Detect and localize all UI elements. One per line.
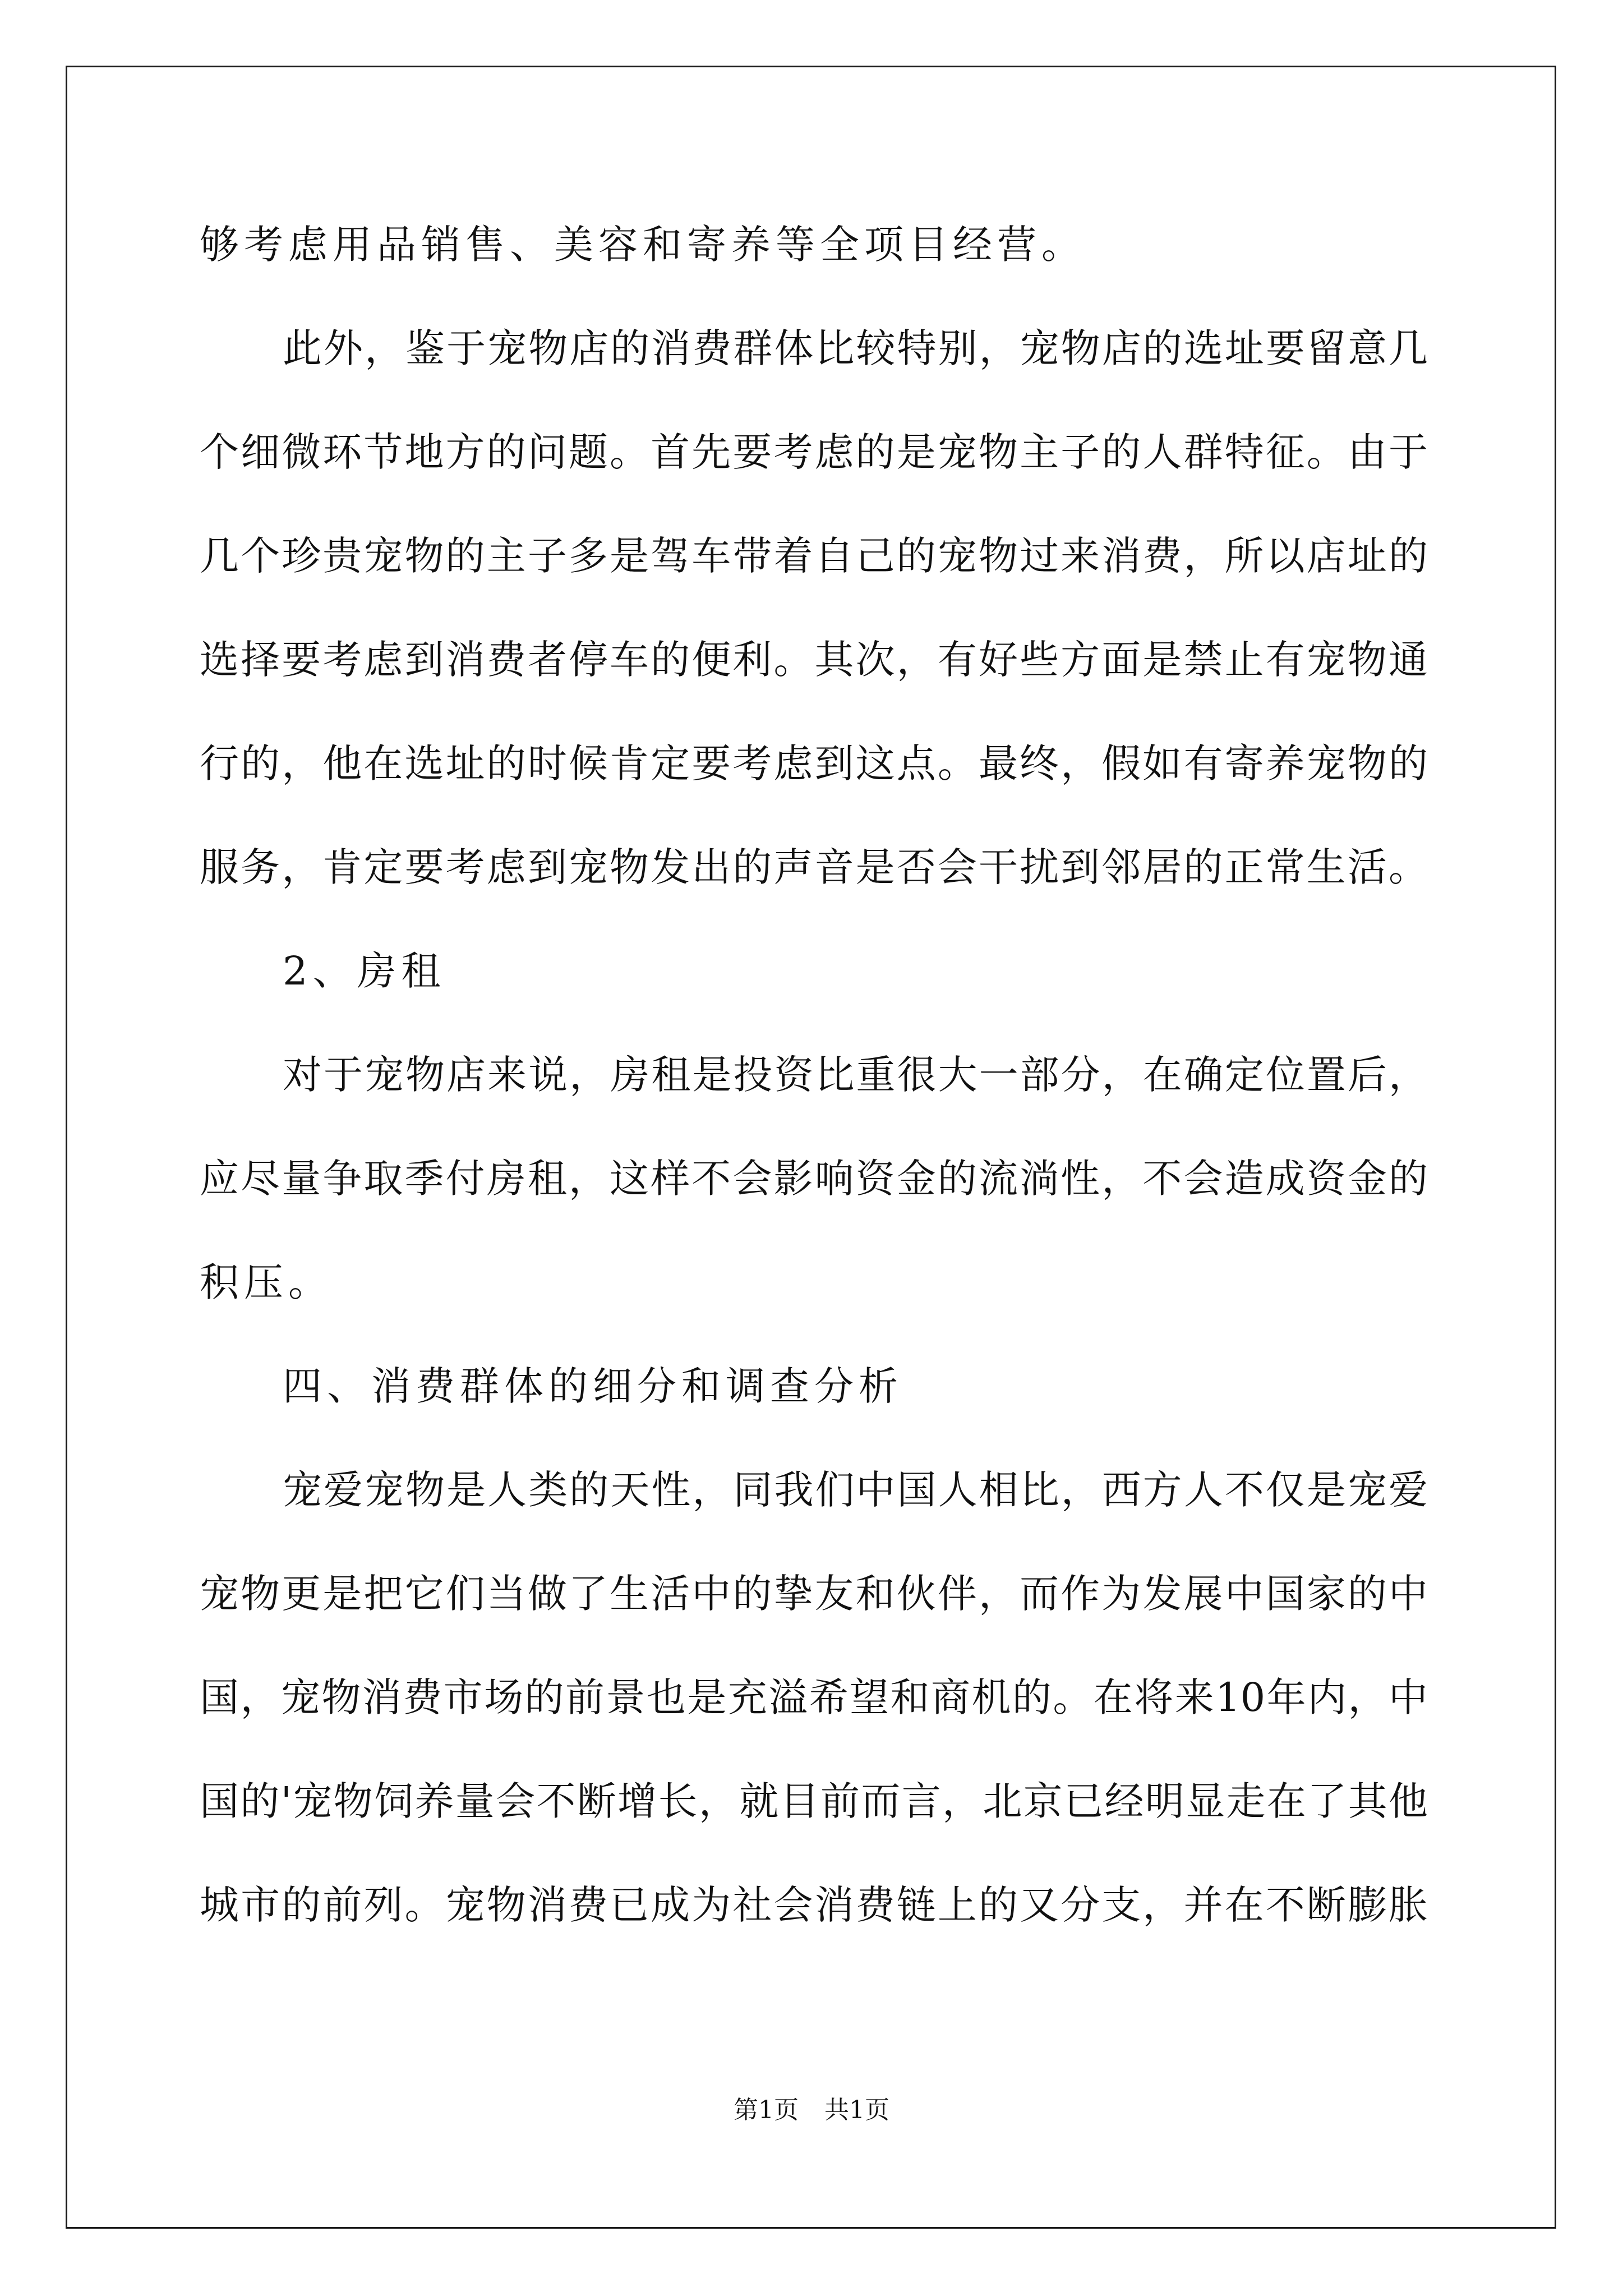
text-line: 此外，鉴于宠物店的消费群体比较特别，宠物店的选址要留意几	[283, 325, 1428, 371]
section-heading: 2、房租	[283, 948, 446, 994]
page-footer	[0, 2093, 1623, 2127]
text-line: 够考虑用品销售、美容和寄养等全项目经营。	[200, 222, 1086, 268]
text-line: 宠物更是把它们当做了生活中的挚友和伙伴，而作为发展中国家的中	[200, 1571, 1428, 1617]
text-line: 选择要考虑到消费者停车的便利。其次，有好些方面是禁止有宠物通	[200, 637, 1428, 683]
text-line: 应尽量争取季付房租，这样不会影响资金的流淌性，不会造成资金的	[200, 1156, 1428, 1202]
text-line: 对于宠物店来说，房租是投资比重很大一部分，在确定位置后，	[283, 1052, 1428, 1098]
page-total: 共1页	[824, 2096, 889, 2124]
text-line: 个细微环节地方的问题。首先要考虑的是宠物主子的人群特征。由于	[200, 429, 1428, 475]
section-heading: 四、消费群体的细分和调查分析	[283, 1363, 903, 1409]
text-line: 国，宠物消费市场的前景也是充溢希望和商机的。在将来10年内，中	[200, 1674, 1428, 1720]
text-line: 服务，肯定要考虑到宠物发出的声音是否会干扰到邻居的正常生活。	[200, 844, 1428, 890]
text-line: 几个珍贵宠物的主子多是驾车带着自己的宠物过来消费，所以店址的	[200, 533, 1428, 579]
text-line: 国的'宠物饲养量会不断增长，就目前而言，北京已经明显走在了其他	[200, 1778, 1428, 1824]
text-line: 宠爱宠物是人类的天性，同我们中国人相比，西方人不仅是宠爱	[283, 1467, 1428, 1513]
text-line: 行的，他在选址的时候肯定要考虑到这点。最终，假如有寄养宠物的	[200, 740, 1428, 786]
page-number: 第1页	[734, 2096, 799, 2124]
text-line: 城市的前列。宠物消费已成为社会消费链上的又分支，并在不断膨胀	[200, 1882, 1428, 1928]
text-line: 积压。	[200, 1259, 333, 1305]
